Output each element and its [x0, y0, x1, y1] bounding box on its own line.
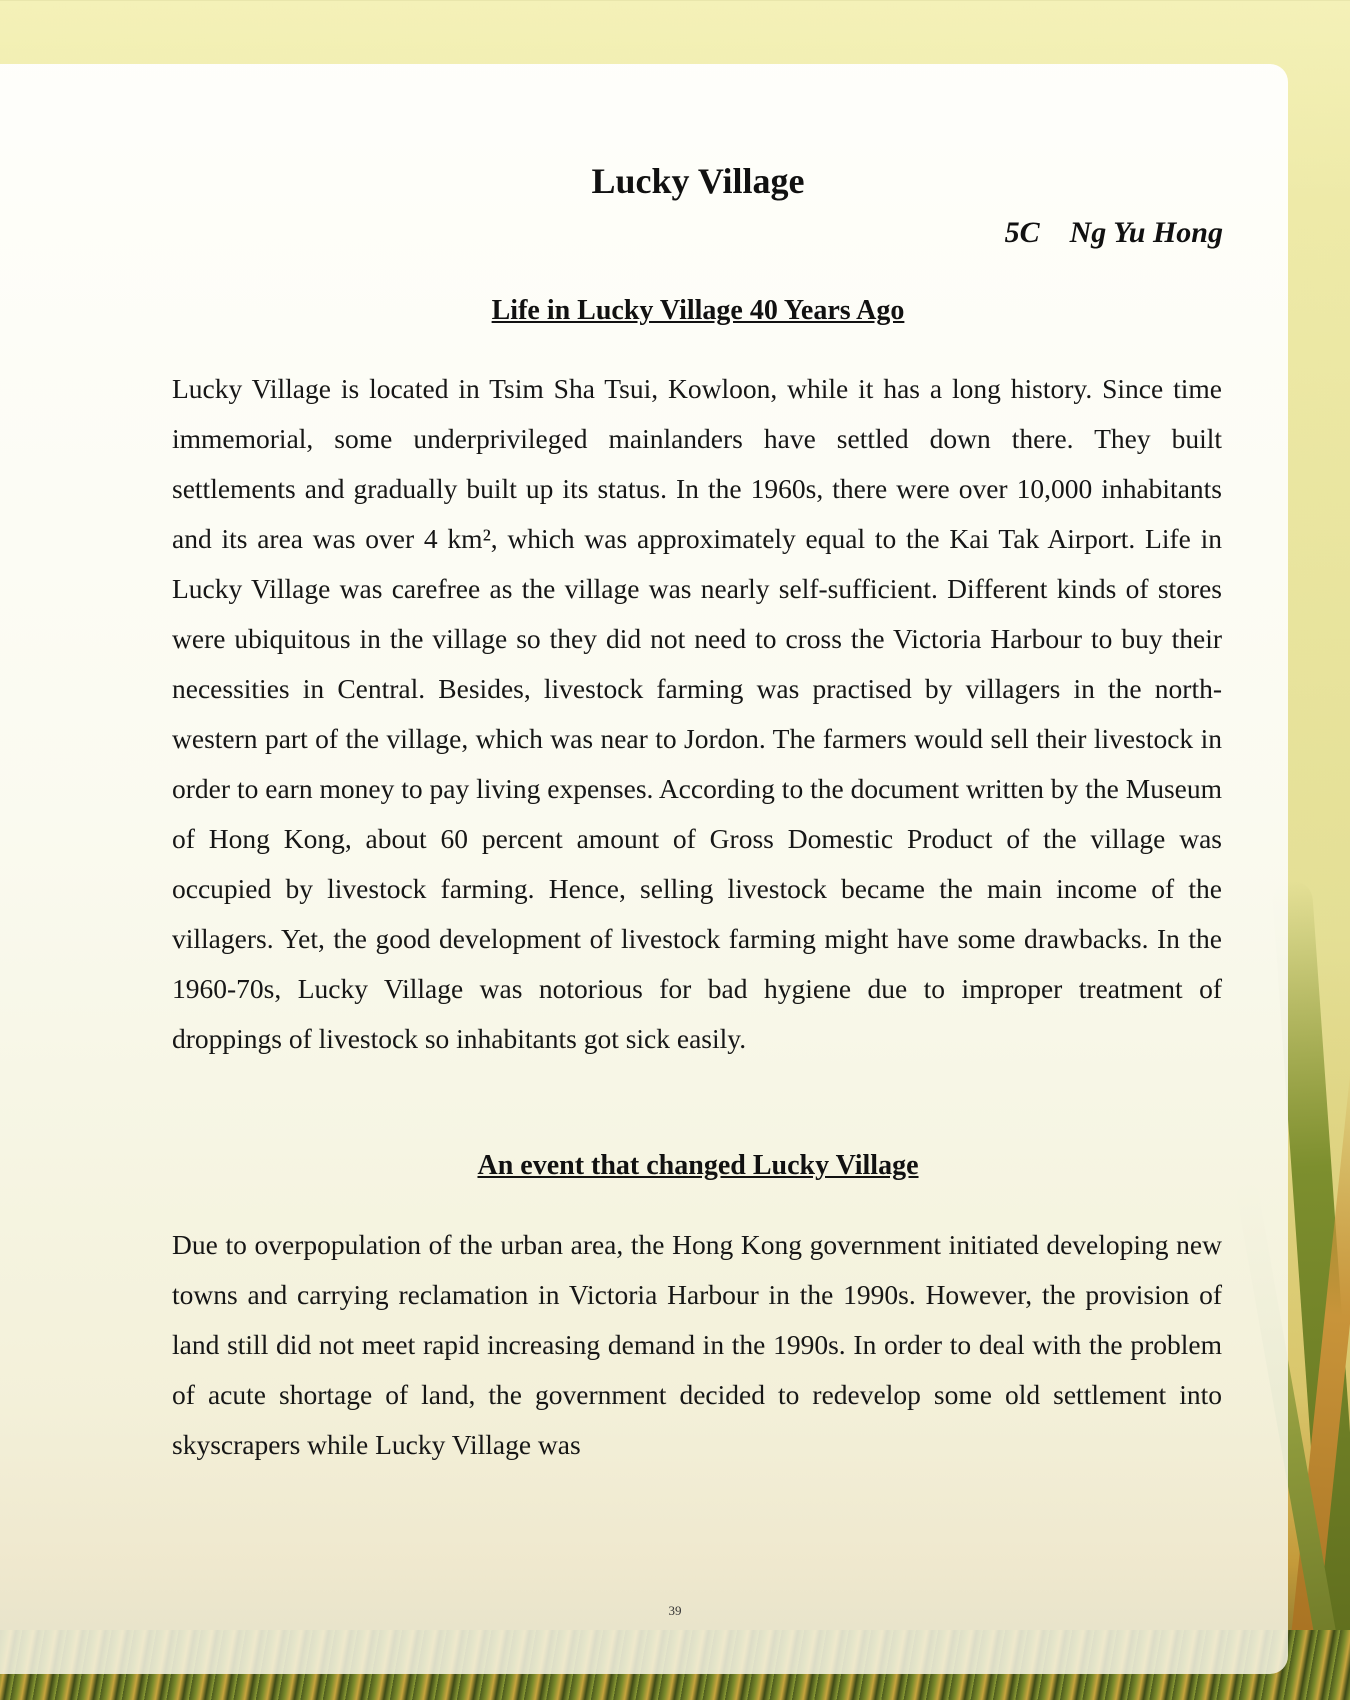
article-title: Lucky Village [591, 161, 805, 201]
author-class: 5C [1004, 216, 1040, 249]
section-body-event-changed-village: Due to overpopulation of the urban area, the Hong Kong government initiated developing new towns and carrying reclamation in Victoria Harbour in the 1990s. However, the provision of land still did not meet rapid increasing demand in the 1990s. In order to deal with the problem of acute shortage of land, the government decided to redevelop some old settlement into skyscrapers while Lucky Village was [172, 1229, 1222, 1460]
author-name: Ng Yu Hong [1069, 216, 1223, 249]
section-heading-life-40-years-ago: Life in Lucky Village 40 Years Ago [491, 295, 905, 326]
page-number: 39 [668, 1603, 682, 1618]
author-byline [1005, 216, 1223, 250]
section-body-life-40-years-ago: Lucky Village is located in Tsim Sha Tsui, Kowloon, while it has a long history. Since time immemorial, some underprivileged mainlanders have settled down there. They built settlements and gradually built up its status. In the 1960s, there were over 10,000 inhabitants and its area was over 4 km², which was approximately equal to the Kai Tak Airport. Life in Lucky Village was carefree as the village was nearly self-sufficient. Different kinds of stores were ubiquitous in the village so they did not need to cross the Victoria Harbour to buy their necessities in Central. Besides, livestock farming was practised by villagers in the north-western part of the village, which was near to Jordon. The farmers would sell their livestock in order to earn money to pay living expenses. According to the document written by the Museum of Hong Kong, about 60 percent amount of Gross Domestic Product of the village was occupied by livestock farming. Hence, selling livestock became the main income of the villagers. Yet, the good development of livestock farming might have some drawbacks. In the 1960-70s, Lucky Village was notorious for bad hygiene due to improper treatment of droppings of livestock so inhabitants got sick easily. [172, 373, 1222, 1054]
section-heading-event-changed-village: An event that changed Lucky Village [477, 1150, 919, 1181]
